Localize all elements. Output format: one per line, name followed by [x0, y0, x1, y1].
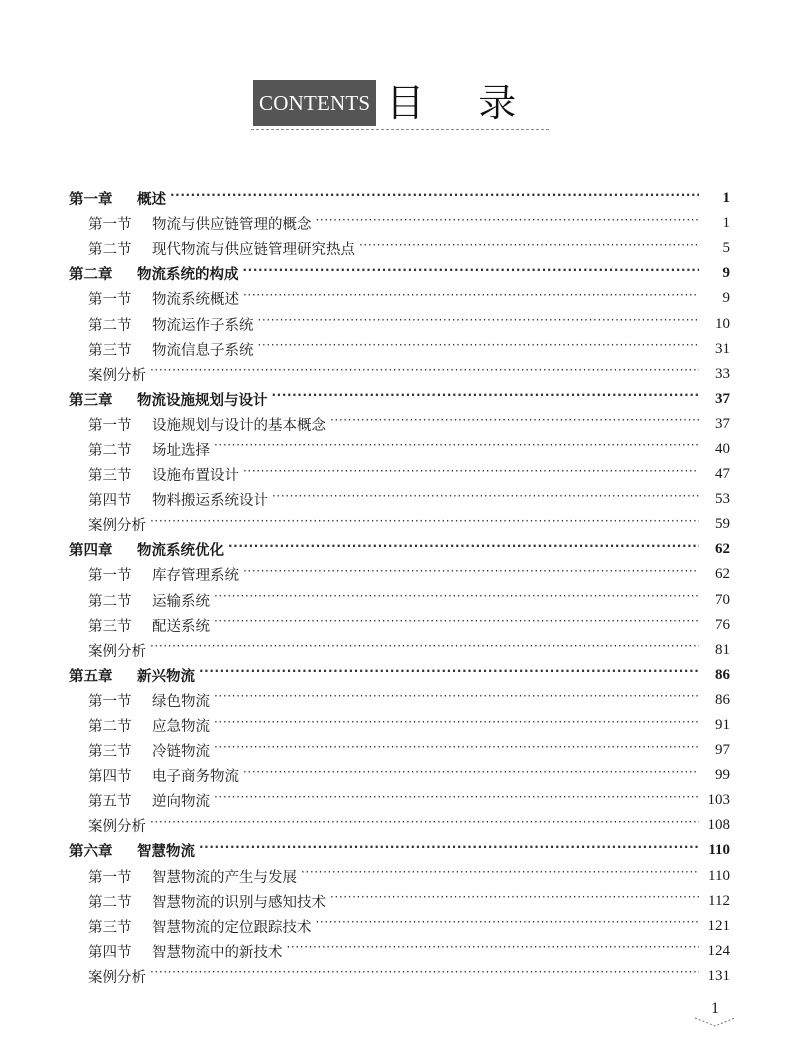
dot-leader: [150, 518, 699, 532]
dot-leader: [170, 192, 699, 206]
dot-leader: [330, 894, 699, 908]
dot-leader: [359, 242, 699, 256]
toc-section-row[interactable]: [0, 613, 790, 638]
dot-leader: [150, 643, 699, 657]
section-title: 设施规划与设计的基本概念: [152, 417, 326, 434]
section-title: 物流信息子系统: [152, 342, 254, 359]
section-number: 第一节: [88, 869, 132, 886]
toc-section-row[interactable]: [0, 964, 790, 989]
dot-leader: [316, 919, 700, 933]
toc-chapter-row[interactable]: [0, 387, 790, 412]
section-title: 案例分析: [88, 518, 146, 535]
toc-chapter-row[interactable]: [0, 537, 790, 562]
page-title: 目录: [386, 81, 571, 125]
page-ref: 70: [715, 591, 730, 608]
section-title: 现代物流与供应链管理研究热点: [152, 242, 355, 259]
chapter-number: 第六章: [69, 843, 113, 861]
section-title: 案例分析: [88, 367, 146, 384]
dot-leader: [258, 317, 700, 331]
page-ref: 40: [715, 440, 730, 457]
toc-section-row[interactable]: [0, 311, 790, 336]
page-ref: 97: [715, 742, 730, 759]
dot-leader: [199, 668, 699, 682]
dot-leader: [150, 969, 699, 983]
page-ref: 76: [715, 616, 730, 633]
section-number: 第三节: [88, 919, 132, 936]
page-ref: 86: [715, 666, 730, 683]
toc-section-row[interactable]: [0, 487, 790, 512]
chapter-title: 概述: [137, 191, 166, 209]
dot-leader: [243, 267, 700, 281]
section-title: 冷链物流: [152, 744, 210, 761]
section-title: 智慧物流的定位跟踪技术: [152, 919, 312, 936]
section-number: 第五节: [88, 794, 132, 811]
section-title: 库存管理系统: [152, 568, 239, 585]
toc-section-row[interactable]: [0, 462, 790, 487]
toc-section-row[interactable]: [0, 562, 790, 587]
header-divider: [251, 129, 549, 130]
section-title: 案例分析: [88, 643, 146, 660]
dot-leader: [287, 944, 700, 958]
section-number: 第二节: [88, 442, 132, 459]
section-number: 第一节: [88, 417, 132, 434]
page-ref: 9: [722, 290, 730, 307]
page-ref: 59: [715, 516, 730, 533]
chapter-title: 物流系统优化: [137, 542, 224, 560]
dot-leader: [243, 769, 699, 783]
page-ref: 108: [707, 817, 730, 834]
dot-leader: [214, 442, 699, 456]
section-number: 第二节: [88, 719, 132, 736]
section-title: 绿色物流: [152, 693, 210, 710]
toc-chapter-row[interactable]: [0, 186, 790, 211]
toc-section-row[interactable]: [0, 939, 790, 964]
page-ref: 91: [715, 717, 730, 734]
page-ref: 62: [715, 541, 730, 558]
section-title: 案例分析: [88, 969, 146, 986]
dot-leader: [330, 417, 699, 431]
toc-section-row[interactable]: [0, 362, 790, 387]
page-ref: 86: [715, 691, 730, 708]
section-title: 智慧物流的识别与感知技术: [152, 894, 326, 911]
chapter-number: 第四章: [69, 542, 113, 560]
toc-section-row[interactable]: [0, 638, 790, 663]
chapter-number: 第二章: [69, 266, 113, 284]
chapter-title: 物流设施规划与设计: [137, 391, 268, 409]
dot-leader: [243, 292, 699, 306]
dot-leader: [258, 342, 700, 356]
toc-section-row[interactable]: [0, 864, 790, 889]
page-ref: 9: [722, 265, 730, 282]
toc-section-row[interactable]: [0, 588, 790, 613]
page-ref: 124: [707, 942, 730, 959]
dot-leader: [214, 719, 699, 733]
section-title: 应急物流: [152, 719, 210, 736]
chapter-title: 物流系统的构成: [137, 266, 239, 284]
chapter-number: 第五章: [69, 667, 113, 685]
page-ref: 37: [715, 415, 730, 432]
section-title: 智慧物流的产生与发展: [152, 869, 297, 886]
toc-section-row[interactable]: [0, 337, 790, 362]
section-number: 第三节: [88, 468, 132, 485]
section-number: 第二节: [88, 317, 132, 334]
dot-leader: [316, 217, 700, 231]
toc-chapter-row[interactable]: [0, 663, 790, 688]
section-number: 第一节: [88, 292, 132, 309]
page-ref: 99: [715, 767, 730, 784]
chapter-number: 第一章: [69, 191, 113, 209]
section-title: 配送系统: [152, 618, 210, 635]
section-number: 第二节: [88, 242, 132, 259]
dot-leader: [199, 844, 699, 858]
toc-section-row[interactable]: [0, 688, 790, 713]
section-number: 第一节: [88, 217, 132, 234]
dot-leader: [228, 543, 699, 557]
page-ref: 131: [707, 967, 730, 984]
section-title: 设施布置设计: [152, 468, 239, 485]
dot-leader: [243, 568, 699, 582]
section-number: 第一节: [88, 693, 132, 710]
dot-leader: [214, 593, 699, 607]
page-ref: 103: [707, 792, 730, 809]
page-ref: 47: [715, 466, 730, 483]
section-number: 第三节: [88, 618, 132, 635]
section-title: 智慧物流中的新技术: [152, 944, 283, 961]
section-title: 物料搬运系统设计: [152, 493, 268, 510]
page-ref: 53: [715, 491, 730, 508]
toc-section-row[interactable]: [0, 813, 790, 838]
toc-section-row[interactable]: [0, 236, 790, 261]
page-ref: 5: [722, 240, 730, 257]
section-title: 运输系统: [152, 593, 210, 610]
toc-section-row[interactable]: [0, 512, 790, 537]
section-title: 电子商务物流: [152, 769, 239, 786]
page-ref: 31: [715, 340, 730, 357]
toc-section-row[interactable]: [0, 713, 790, 738]
dot-leader: [272, 392, 700, 406]
page-ref: 112: [708, 892, 730, 909]
dot-leader: [214, 693, 699, 707]
section-number: 第二节: [88, 593, 132, 610]
dot-leader: [214, 744, 699, 758]
dot-leader: [150, 819, 699, 833]
section-number: 第四节: [88, 769, 132, 786]
toc-section-row[interactable]: [0, 914, 790, 939]
page-ornament-icon: [694, 1014, 736, 1028]
toc-section-row[interactable]: [0, 437, 790, 462]
toc-section-row[interactable]: [0, 763, 790, 788]
section-title: 物流与供应链管理的概念: [152, 217, 312, 234]
chapter-title: 新兴物流: [137, 667, 195, 685]
toc-section-row[interactable]: [0, 738, 790, 763]
toc-section-row[interactable]: [0, 889, 790, 914]
dot-leader: [272, 493, 699, 507]
page-number: 1: [711, 1000, 719, 1017]
section-number: 第三节: [88, 744, 132, 761]
page-ref: 1: [722, 215, 730, 232]
dot-leader: [214, 618, 699, 632]
page-ref: 1: [722, 190, 730, 207]
section-number: 第四节: [88, 493, 132, 510]
page-ref: 110: [708, 842, 730, 859]
toc-chapter-row[interactable]: [0, 261, 790, 286]
contents-label: CONTENTS: [253, 80, 376, 126]
section-number: 第三节: [88, 342, 132, 359]
toc-chapter-row[interactable]: [0, 838, 790, 863]
dot-leader: [243, 468, 699, 482]
dot-leader: [214, 794, 699, 808]
dot-leader: [150, 367, 699, 381]
chapter-title: 智慧物流: [137, 843, 195, 861]
section-number: 第四节: [88, 944, 132, 961]
dot-leader: [301, 869, 699, 883]
section-title: 逆向物流: [152, 794, 210, 811]
page-ref: 10: [715, 315, 730, 332]
page-ref: 62: [715, 566, 730, 583]
table-of-contents: [0, 186, 790, 989]
toc-section-row[interactable]: [0, 412, 790, 437]
section-title: 场址选择: [152, 442, 210, 459]
section-title: 物流运作子系统: [152, 317, 254, 334]
page-ref: 37: [715, 390, 730, 407]
page-ref: 81: [715, 641, 730, 658]
section-number: 第二节: [88, 894, 132, 911]
page-ref: 33: [715, 365, 730, 382]
toc-section-row[interactable]: [0, 211, 790, 236]
section-number: 第一节: [88, 568, 132, 585]
section-title: 物流系统概述: [152, 292, 239, 309]
chapter-number: 第三章: [69, 391, 113, 409]
toc-header: [253, 80, 570, 126]
toc-section-row[interactable]: [0, 788, 790, 813]
section-title: 案例分析: [88, 819, 146, 836]
page-ref: 121: [707, 917, 730, 934]
page-ref: 110: [708, 867, 730, 884]
page-footer: [694, 1000, 736, 1030]
toc-section-row[interactable]: [0, 286, 790, 311]
